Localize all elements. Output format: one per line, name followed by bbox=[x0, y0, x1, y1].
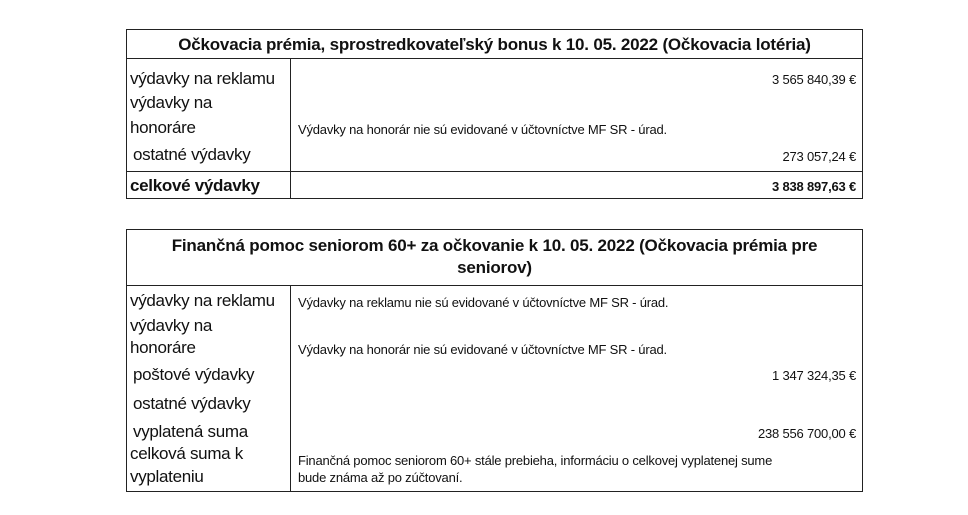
table1-value-other: 273 057,24 € bbox=[782, 149, 856, 164]
table2-value-postal: 1 347 324,35 € bbox=[772, 368, 856, 383]
table2-value-paid: 238 556 700,00 € bbox=[757, 426, 856, 441]
table2-label-fees-line2: honoráre bbox=[130, 338, 196, 357]
table1-column-divider bbox=[290, 59, 291, 198]
table2-label-postal: poštové výdavky bbox=[133, 365, 255, 384]
table1-label-total: celkové výdavky bbox=[130, 176, 260, 195]
table1-value-total: 3 838 897,63 € bbox=[772, 179, 856, 194]
table1-label-fees-line2: honoráre bbox=[130, 118, 196, 137]
table1-label-fees-line1: výdavky na bbox=[130, 93, 213, 112]
table-senior-financial-aid bbox=[126, 229, 863, 492]
table2-note-fees: Výdavky na honorár nie sú evidované v účtovníctve MF SR - úrad. bbox=[298, 342, 667, 357]
table2-label-total-line2: vyplateniu bbox=[130, 467, 204, 486]
table1-label-other: ostatné výdavky bbox=[133, 145, 251, 164]
table2-label-other: ostatné výdavky bbox=[133, 394, 251, 413]
table2-label-advertising: výdavky na reklamu bbox=[130, 291, 275, 310]
table2-label-fees-line1: výdavky na bbox=[130, 316, 213, 335]
table2-label-total-line1: celková suma k bbox=[130, 444, 243, 463]
table1-label-advertising: výdavky na reklamu bbox=[130, 69, 275, 88]
table-vaccination-lottery bbox=[126, 29, 863, 199]
table2-note-total-line1: Finančná pomoc seniorom 60+ stále prebieha, informáciu o celkovej vyplatenej sume bbox=[298, 453, 773, 468]
table1-title bbox=[127, 30, 862, 59]
table1-note-fees: Výdavky na honorár nie sú evidované v účtovníctve MF SR - úrad. bbox=[298, 122, 667, 137]
table2-label-paid: vyplatená suma bbox=[133, 422, 248, 441]
table2-note-total-line2: bude známa až po zúčtovaní. bbox=[298, 470, 463, 485]
table2-title bbox=[127, 230, 862, 286]
table2-note-advertising: Výdavky na reklamu nie sú evidované v účtovníctve MF SR - úrad. bbox=[298, 295, 669, 310]
table2-column-divider bbox=[290, 286, 291, 491]
table1-value-advertising: 3 565 840,39 € bbox=[772, 72, 856, 87]
table1-title-text: Očkovacia prémia, sprostredkovateľský bonus k 10. 05. 2022 (Očkovacia lotéria) bbox=[178, 35, 811, 54]
table2-title-line2: seniorov) bbox=[457, 258, 532, 277]
table1-total-divider bbox=[127, 171, 862, 172]
table2-title-line1: Finančná pomoc seniorom 60+ za očkovanie k 10. 05. 2022 (Očkovacia prémia pre bbox=[171, 236, 818, 255]
